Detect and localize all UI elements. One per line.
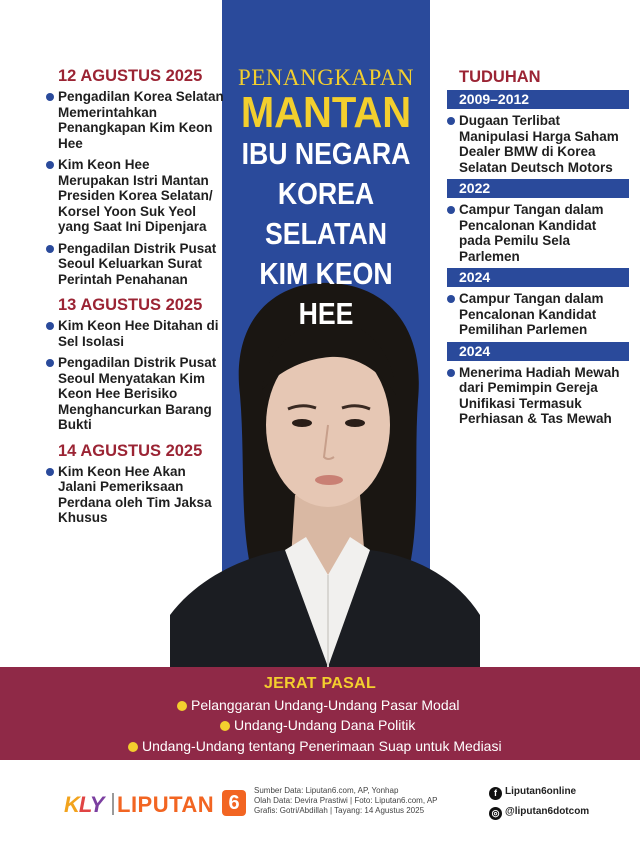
timeline-column xyxy=(46,66,224,526)
tuduhan-year: 2024 xyxy=(447,268,629,287)
timeline-item xyxy=(46,355,224,433)
headline-line-5: KIM KEON HEE xyxy=(259,256,393,331)
timeline-item xyxy=(46,241,224,288)
tuduhan-column xyxy=(447,66,629,431)
tuduhan-year: 2022 xyxy=(447,179,629,198)
tuduhan-item-text: Menerima Hadiah Mewah dari Pemimpin Gereja Unifikasi Termasuk Perhiasan & Tas Mewah xyxy=(459,364,620,426)
bullet-dot-icon xyxy=(447,117,455,125)
timeline-item xyxy=(46,318,224,349)
logo-divider xyxy=(112,793,114,815)
liputan6-logo: LIPUTAN xyxy=(117,792,215,817)
timeline-item-text: Kim Keon Hee Akan Jalani Pemeriksaan Perdana oleh Tim Jaksa Khusus xyxy=(58,463,212,525)
bullet-dot-icon xyxy=(46,468,54,476)
tuduhan-title: TUDUHAN xyxy=(459,68,541,86)
timeline-item-text: Kim Keon Hee Ditahan di Sel Isolasi xyxy=(58,318,219,349)
jerat-pasal-item xyxy=(128,737,502,755)
bullet-dot-icon xyxy=(447,369,455,377)
credit-graphic: Grafis: Gotri/Abdillah | Tayang: 14 Agustus 2025 xyxy=(254,806,425,815)
timeline-item xyxy=(46,157,224,235)
facebook-icon: f xyxy=(489,787,502,800)
social-instagram[interactable] xyxy=(489,806,589,820)
timeline-item xyxy=(46,464,224,526)
instagram-icon: ◎ xyxy=(489,807,502,820)
headline-line-1: PENANGKAPAN xyxy=(238,65,414,90)
headline-line-3: IBU NEGARA xyxy=(241,136,411,171)
tuduhan-year: 2024 xyxy=(447,342,629,361)
bullet-dot-icon xyxy=(46,161,54,169)
tuduhan-item xyxy=(447,202,629,264)
credit-data: Olah Data: Devira Prastiwi | Foto: Liputan6.com, AP xyxy=(254,796,438,805)
jerat-pasal-item-text: Pelanggaran Undang-Undang Pasar Modal xyxy=(191,697,460,713)
jerat-pasal-item xyxy=(220,716,415,734)
timeline-date: 14 AGUSTUS 2025 xyxy=(58,441,203,460)
bullet-dot-icon xyxy=(447,206,455,214)
timeline-item-text: Pengadilan Distrik Pusat Seoul Menyatakan Kim Keon Hee Berisiko Menghancurkan Barang Bukti xyxy=(58,355,217,432)
bullet-dot-icon xyxy=(46,359,54,367)
credit-source: Sumber Data: Liputan6.com, AP, Yonhap xyxy=(254,786,399,795)
timeline-item xyxy=(46,89,224,151)
tuduhan-year: 2009–2012 xyxy=(447,90,629,109)
bullet-dot-icon xyxy=(46,322,54,330)
kly-logo: KLY xyxy=(64,792,104,817)
jerat-pasal-item-text: Undang-Undang Dana Politik xyxy=(234,717,416,733)
headline-line-2: MANTAN xyxy=(240,89,412,137)
timeline-date: 12 AGUSTUS 2025 xyxy=(58,67,203,85)
tuduhan-item-text: Campur Tangan dalam Pencalonan Kandidat Pemilihan Parlemen xyxy=(459,291,604,337)
bullet-dot-icon xyxy=(220,721,230,731)
liputan6-logo-six: 6 xyxy=(222,790,246,816)
jerat-pasal-title: JERAT PASAL xyxy=(263,675,377,692)
tuduhan-item xyxy=(447,365,629,427)
timeline-date: 13 AGUSTUS 2025 xyxy=(58,296,203,314)
headline-line-4: KOREA SELATAN xyxy=(265,176,387,251)
timeline-item-text: Kim Keon Hee Merupakan Istri Mantan Presiden Korea Selatan/ Korsel Yoon Suk Yeol yang Saat Ini Dipenjara xyxy=(58,157,213,234)
jerat-pasal-item xyxy=(177,696,460,714)
tuduhan-item xyxy=(447,291,629,338)
tuduhan-item xyxy=(447,113,629,175)
instagram-handle: @liputan6dotcom xyxy=(505,806,590,817)
jerat-pasal-section xyxy=(0,667,640,760)
bullet-dot-icon xyxy=(177,701,187,711)
social-facebook[interactable] xyxy=(489,786,576,800)
headline xyxy=(222,64,430,334)
bullet-dot-icon xyxy=(46,93,54,101)
timeline-item-text: Pengadilan Korea Selatan Memerintahkan Penangkapan Kim Keon Hee xyxy=(58,89,224,151)
footer xyxy=(0,760,640,853)
tuduhan-item-text: Dugaan Terlibat Manipulasi Harga Saham Dealer BMW di Korea Selatan Deutsch Motors xyxy=(459,113,619,175)
bullet-dot-icon xyxy=(128,742,138,752)
bullet-dot-icon xyxy=(447,295,455,303)
jerat-pasal-item-text: Undang-Undang tentang Penerimaan Suap untuk Mediasi xyxy=(142,738,502,754)
bullet-dot-icon xyxy=(46,245,54,253)
timeline-item-text: Pengadilan Distrik Pusat Seoul Keluarkan Surat Perintah Penahanan xyxy=(58,240,217,287)
tuduhan-item-text: Campur Tangan dalam Pencalonan Kandidat pada Pemilu Sela Parlemen xyxy=(459,202,604,264)
facebook-handle: Liputan6online xyxy=(505,786,577,797)
credits xyxy=(254,786,438,816)
